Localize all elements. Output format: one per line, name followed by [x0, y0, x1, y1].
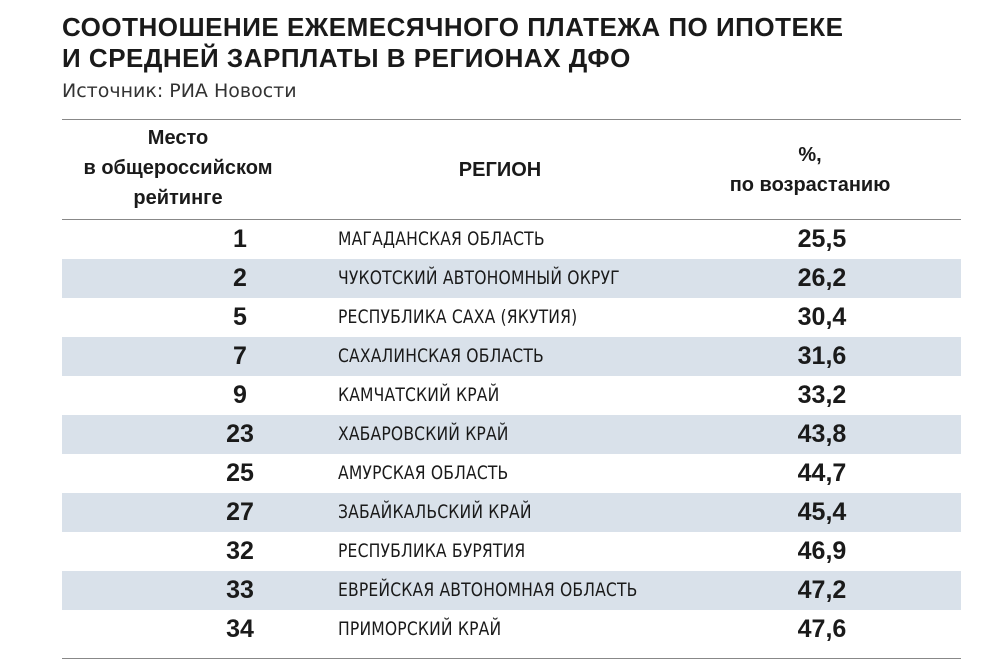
table-row: [62, 493, 961, 532]
value-cell: 44,7: [797, 459, 847, 487]
rank-cell: 5: [233, 303, 247, 331]
table-row: [62, 610, 961, 649]
source-note: Источник: РИА Новости: [62, 80, 297, 102]
region-cell: МАГАДАНСКАЯ ОБЛАСТЬ: [338, 228, 545, 250]
region-cell: АМУРСКАЯ ОБЛАСТЬ: [338, 462, 509, 484]
column-header-rank: [78, 123, 278, 213]
chart-title-line-2: И СРЕДНЕЙ ЗАРПЛАТЫ В РЕГИОНАХ ДФО: [62, 43, 631, 73]
rank-cell: 9: [233, 381, 247, 409]
region-cell: ПРИМОРСКИЙ КРАЙ: [338, 618, 502, 640]
rank-cell: 33: [226, 576, 254, 604]
table-row: [62, 337, 961, 376]
chart-title: [62, 12, 942, 74]
value-cell: 43,8: [797, 420, 847, 448]
rank-cell: 7: [233, 342, 247, 370]
value-cell: 46,9: [797, 537, 847, 565]
table-row: [62, 571, 961, 610]
region-cell: ЗАБАЙКАЛЬСКИЙ КРАЙ: [338, 501, 532, 523]
table-row: [62, 220, 961, 259]
region-cell: САХАЛИНСКАЯ ОБЛАСТЬ: [338, 345, 544, 367]
value-cell: 31,6: [797, 342, 847, 370]
value-cell: 47,6: [797, 615, 847, 643]
rank-cell: 1: [233, 225, 247, 253]
table-bottom-rule: [62, 658, 961, 659]
table-row: [62, 454, 961, 493]
rank-cell: 34: [226, 615, 254, 643]
value-cell: 45,4: [797, 498, 847, 526]
header-top-rule: [62, 119, 961, 120]
value-cell: 47,2: [797, 576, 847, 604]
region-cell: ЧУКОТСКИЙ АВТОНОМНЫЙ ОКРУГ: [338, 267, 620, 289]
region-cell: ЕВРЕЙСКАЯ АВТОНОМНАЯ ОБЛАСТЬ: [338, 579, 638, 601]
rank-cell: 23: [226, 420, 254, 448]
column-header-value-line-2: по возрастанию: [729, 174, 891, 196]
rank-cell: 27: [226, 498, 254, 526]
column-header-rank-line-3: рейтинге: [133, 187, 223, 209]
table-row: [62, 376, 961, 415]
value-cell: 30,4: [797, 303, 847, 331]
rank-cell: 25: [226, 459, 254, 487]
value-cell: 26,2: [797, 264, 847, 292]
table-row: [62, 532, 961, 571]
column-header-rank-line-1: Место: [147, 127, 209, 149]
column-header-value: [700, 140, 920, 200]
region-cell: РЕСПУБЛИКА САХА (ЯКУТИЯ): [338, 306, 578, 328]
rank-cell: 32: [226, 537, 254, 565]
column-header-value-line-1: %,: [798, 144, 822, 166]
region-cell: КАМЧАТСКИЙ КРАЙ: [338, 384, 500, 406]
region-cell: РЕСПУБЛИКА БУРЯТИЯ: [338, 540, 526, 562]
table-row: [62, 415, 961, 454]
column-header-rank-line-2: в общероссийском: [83, 157, 273, 179]
table-row: [62, 298, 961, 337]
rank-cell: 2: [233, 264, 247, 292]
table-row: [62, 259, 961, 298]
chart-title-line-1: СООТНОШЕНИЕ ЕЖЕМЕСЯЧНОГО ПЛАТЕЖА ПО ИПОТЕКЕ: [62, 12, 844, 42]
value-cell: 33,2: [797, 381, 847, 409]
region-cell: ХАБАРОВСКИЙ КРАЙ: [338, 423, 509, 445]
value-cell: 25,5: [797, 225, 847, 253]
column-header-region: РЕГИОН: [458, 159, 542, 181]
